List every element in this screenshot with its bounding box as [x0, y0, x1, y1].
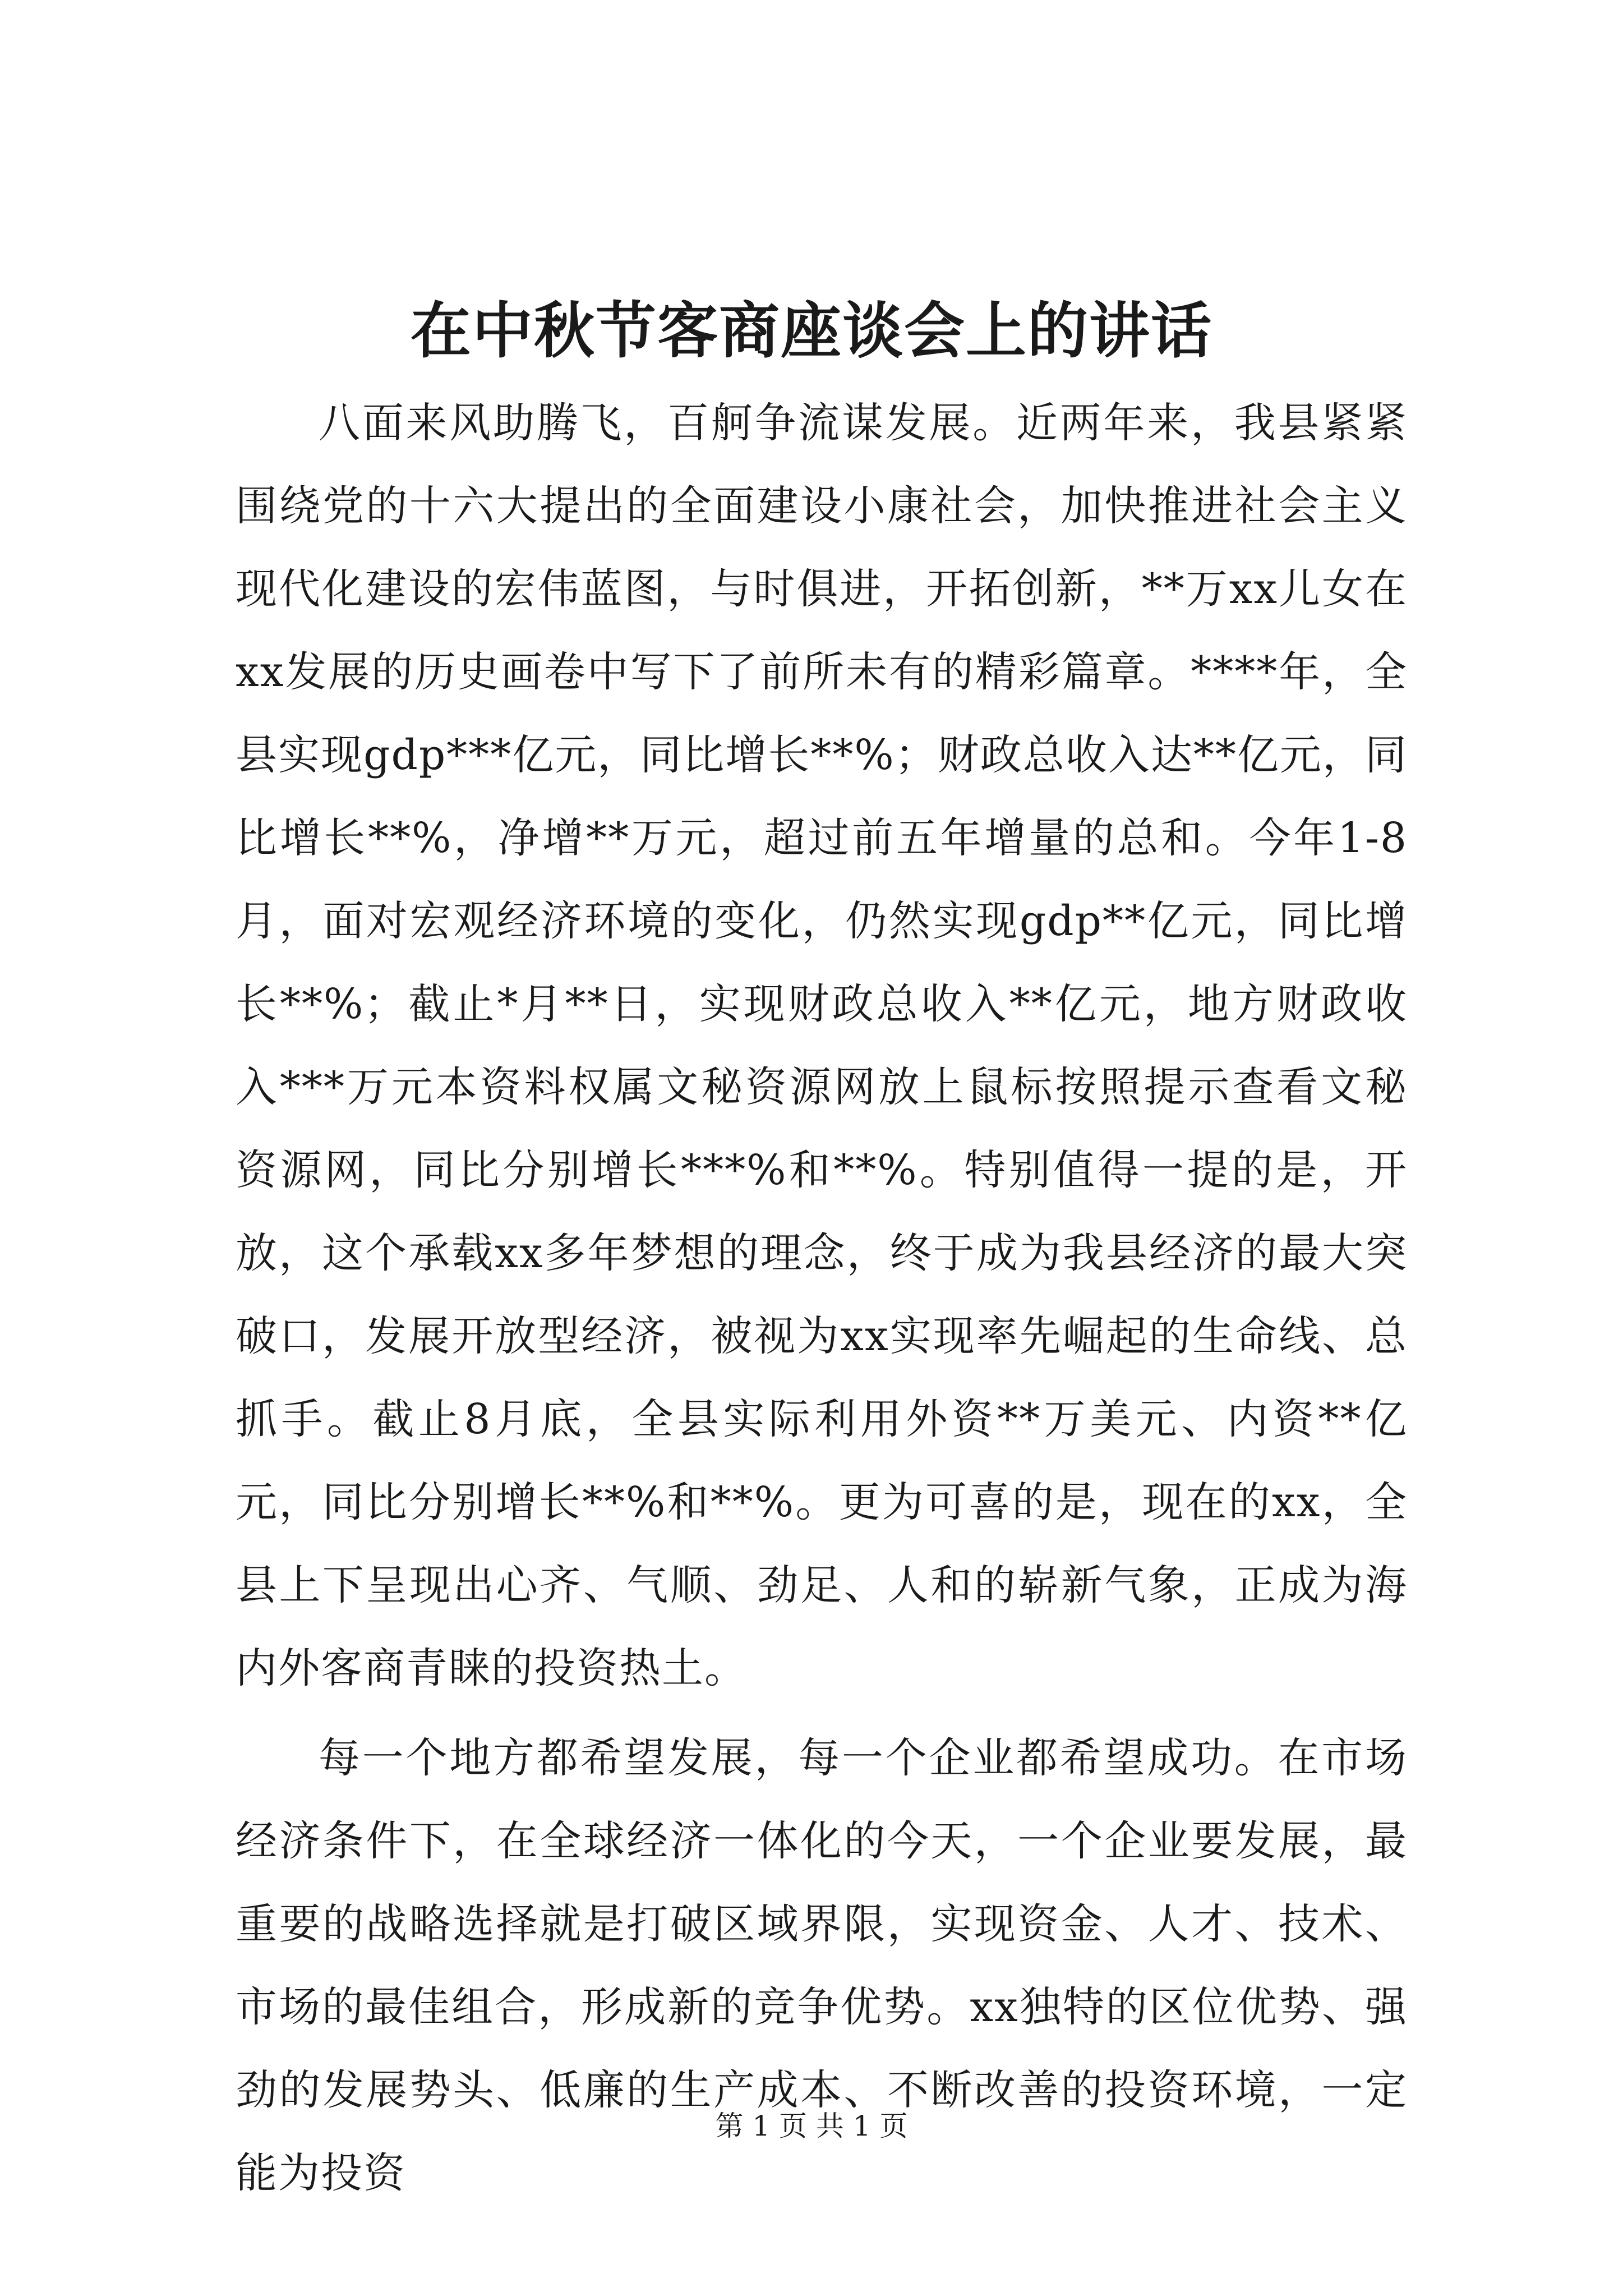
paragraph-2: 每一个地方都希望发展，每一个企业都希望成功。在市场经济条件下，在全球经济一体化的今天，一个企业要发展，最重要的战略选择就是打破区域界限，实现资金、人才、技术、市场的最佳组合，形成新的竞争优势。xx独特的区位优势、强劲的发展势头、低廉的生产成本、不断改善的投资环境，一定能为投资: [236, 1734, 1408, 2197]
paragraph-1: 八面来风助腾飞，百舸争流谋发展。近两年来，我县紧紧围绕党的十六大提出的全面建设小康社会，加快推进社会主义现代化建设的宏伟蓝图，与时俱进，开拓创新，**万xx儿女在xx发展的历史画卷中写下了前所未有的精彩篇章。****年，全县实现gdp***亿元，同比增长**%；财政总收入达**亿元，同比增长**%，净增**万元，超过前五年增量的总和。今年1-8月，面对宏观经济环境的变化，仍然实现gdp**亿元，同比增长**%；截止*月**日，实现财政总收入**亿元，地方财政收入***万元本资料权属文秘资源网放上鼠标按照提示查看文秘资源网，同比分别增长***%和**%。特别值得一提的是，开放，这个承载xx多年梦想的理念，终于成为我县经济的最大突破口，发展开放型经济，被视为xx实现率先崛起的生命线、总抓手。截止8月底，全县实际利用外资**万美元、内资**亿元，同比分别增长**%和**%。更为可喜的是，现在的xx，全县上下呈现出心齐、气顺、劲足、人和的崭新气象，正成为海内外客商青睐的投资热土。: [236, 399, 1408, 1692]
page-footer: 第 1 页 共 1 页: [715, 2110, 908, 2142]
document-body: [236, 381, 1408, 2215]
document-title: 在中秋节客商座谈会上的讲话: [410, 296, 1212, 366]
